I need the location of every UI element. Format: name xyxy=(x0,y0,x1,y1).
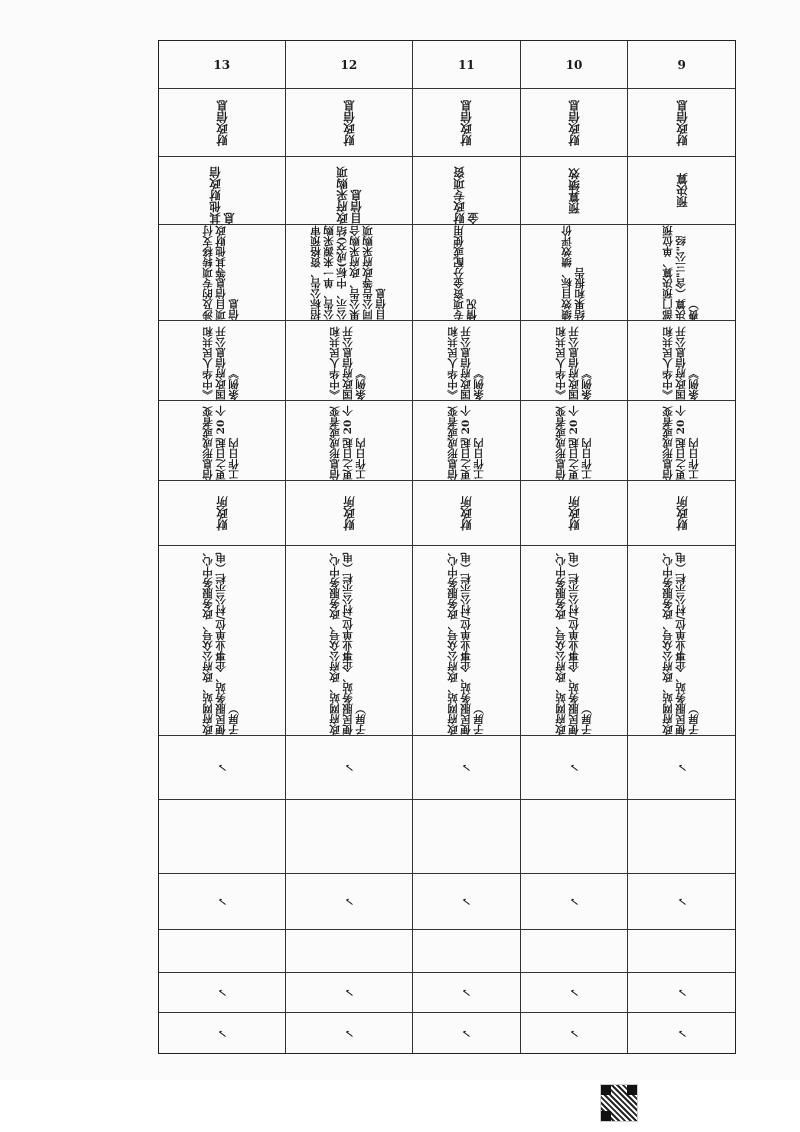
cell-checks-4 xyxy=(628,973,735,1013)
cell-text: 财政专项资金 xyxy=(452,166,481,224)
cell-subcategory xyxy=(159,157,285,225)
cell-channel xyxy=(628,546,735,736)
cell-text: 《中华人民共和国政府信息公开条例》 xyxy=(329,326,368,400)
cell-checks-2 xyxy=(159,874,285,930)
cell-text: 信息形成或者变更之日起 20 个工作日内 xyxy=(554,405,593,480)
cell-checks-1 xyxy=(159,800,285,874)
cell-category xyxy=(413,89,520,157)
cell-subject xyxy=(286,481,413,546)
cell-checks-5 xyxy=(159,1013,285,1055)
disclosure-table xyxy=(158,40,736,1054)
cell-text: 政府网站、政府公众号、政务服务中心、便民服务站、企事业单位/村公示栏（电子屏） xyxy=(202,546,241,735)
cell-text: 政府采购项目信息 xyxy=(334,166,363,224)
cell-checks-1 xyxy=(413,800,520,874)
cell-text: ✓ xyxy=(214,1028,229,1040)
cell-text: 11 xyxy=(458,57,475,72)
cell-content xyxy=(628,225,735,321)
cell-text: ✓ xyxy=(674,987,689,998)
cell-text: ✓ xyxy=(214,762,229,773)
cell-content xyxy=(286,225,413,321)
cell-text: ✓ xyxy=(459,896,474,907)
cell-text: 政府网站、政府公众号、政务服务中心、便民服务站、企事业单位/村公示栏（电子屏） xyxy=(446,546,485,735)
cell-text: ✓ xyxy=(459,987,474,998)
cell-no xyxy=(286,41,413,89)
cell-text: ✓ xyxy=(567,762,582,773)
cell-text: 12 xyxy=(340,57,358,72)
cell-subject xyxy=(413,481,520,546)
cell-time_limit xyxy=(286,401,413,481)
cell-text: 信息形成或者变更之日起 20 个工作日内 xyxy=(329,405,368,480)
cell-no xyxy=(628,41,735,89)
cell-text: 13 xyxy=(213,57,231,72)
cell-text: 部门预决算、单位预决算（含"三公"经费） xyxy=(662,225,701,320)
cell-text: 财政所 xyxy=(674,495,689,531)
cell-checks-1 xyxy=(286,800,413,874)
cell-text: 《中华人民共和国政府信息公开条例》 xyxy=(202,326,241,400)
cell-text: ✓ xyxy=(341,987,356,998)
table-row xyxy=(520,41,628,1053)
cell-checks-2 xyxy=(521,874,628,930)
cell-text: 财政信息 xyxy=(341,99,356,146)
cell-no xyxy=(413,41,520,89)
cell-checks-5 xyxy=(521,1013,628,1055)
cell-text: ✓ xyxy=(214,896,229,907)
cell-checks-0 xyxy=(521,736,628,800)
cell-text: 财政信息 xyxy=(567,99,582,146)
cell-text: 信息形成或者变更之日起 20 个工作日内 xyxy=(662,405,701,480)
cell-content xyxy=(159,225,285,321)
cell-text: 专项资金分配或使用情况 xyxy=(453,225,479,320)
cell-no xyxy=(159,41,285,89)
cell-text: 政府网站、政府公众号、政务服务中心、便民服务站、企事业单位/村公示栏（电子屏） xyxy=(554,546,593,735)
cell-text: 9 xyxy=(677,57,686,72)
cell-subcategory xyxy=(286,157,413,225)
cell-text: ✓ xyxy=(674,762,689,773)
cell-basis xyxy=(521,321,628,401)
cell-checks-1 xyxy=(521,800,628,874)
cell-text: ✓ xyxy=(214,987,229,998)
cell-category xyxy=(159,89,285,157)
cell-checks-2 xyxy=(628,874,735,930)
cell-text: 其他财政信息 xyxy=(207,166,236,224)
cell-checks-0 xyxy=(413,736,520,800)
cell-text: 财政所 xyxy=(341,495,356,531)
cell-checks-3 xyxy=(413,930,520,973)
cell-subcategory xyxy=(413,157,520,225)
cell-text: 《中华人民共和国政府信息公开条例》 xyxy=(554,326,593,400)
cell-content xyxy=(521,225,628,321)
cell-time_limit xyxy=(413,401,520,481)
cell-subject xyxy=(521,481,628,546)
cell-checks-0 xyxy=(628,736,735,800)
cell-subcategory xyxy=(521,157,628,225)
cell-time_limit xyxy=(159,401,285,481)
cell-checks-3 xyxy=(521,930,628,973)
cell-text: 政府网站、政府公众号、政务服务中心、便民服务站、企事业单位/村公示栏（电子屏） xyxy=(329,546,368,735)
cell-channel xyxy=(286,546,413,736)
cell-subject xyxy=(159,481,285,546)
cell-text: 政府网站、政府公众号、政务服务中心、便民服务站、企事业单位/村公示栏（电子屏） xyxy=(662,546,701,735)
cell-basis xyxy=(286,321,413,401)
cell-checks-2 xyxy=(286,874,413,930)
qr-code xyxy=(600,1084,638,1122)
cell-text: 预决算 xyxy=(674,173,689,208)
cell-category xyxy=(628,89,735,157)
cell-no xyxy=(521,41,628,89)
cell-text: 财政信息 xyxy=(674,99,689,146)
cell-category xyxy=(286,89,413,157)
cell-text: ✓ xyxy=(341,1028,356,1040)
cell-time_limit xyxy=(521,401,628,481)
cell-text: ✓ xyxy=(341,896,356,907)
cell-text: ✓ xyxy=(674,1028,689,1040)
cell-text: 招标公告、资格预审公告、单一来源采购公示、中标(成交)结果公告、政府采购合同公告等政府采购项目信息 xyxy=(309,225,387,320)
table-row xyxy=(159,41,285,1053)
cell-text: 财政所 xyxy=(459,495,474,531)
cell-category xyxy=(521,89,628,157)
cell-text: 《中华人民共和国政府信息公开条例》 xyxy=(446,326,485,400)
cell-text: 财政信息 xyxy=(459,99,474,146)
cell-checks-5 xyxy=(413,1013,520,1055)
cell-text: 绩效目标、绩效评价结果和报告 xyxy=(561,225,587,320)
cell-checks-3 xyxy=(159,930,285,973)
cell-checks-5 xyxy=(628,1013,735,1055)
cell-checks-0 xyxy=(159,736,285,800)
cell-checks-3 xyxy=(286,930,413,973)
cell-channel xyxy=(159,546,285,736)
cell-checks-2 xyxy=(413,874,520,930)
cell-checks-3 xyxy=(628,930,735,973)
cell-text: 财政所 xyxy=(567,495,582,531)
cell-text: ✓ xyxy=(459,762,474,773)
cell-content xyxy=(413,225,520,321)
cell-channel xyxy=(413,546,520,736)
cell-text: ✓ xyxy=(567,987,582,998)
cell-text: ✓ xyxy=(567,1028,582,1040)
cell-basis xyxy=(628,321,735,401)
cell-text: 10 xyxy=(565,57,583,72)
cell-checks-4 xyxy=(521,973,628,1013)
cell-text: 《中华人民共和国政府信息公开条例》 xyxy=(662,326,701,400)
cell-text: ✓ xyxy=(567,896,582,907)
cell-channel xyxy=(521,546,628,736)
cell-text: 信息形成或者变更之日起 20 个工作日内 xyxy=(202,405,241,480)
cell-subject xyxy=(628,481,735,546)
cell-checks-4 xyxy=(286,973,413,1013)
cell-subcategory xyxy=(628,157,735,225)
page-margin xyxy=(0,1080,800,1132)
cell-checks-4 xyxy=(413,973,520,1013)
table-row xyxy=(627,41,735,1053)
table-row xyxy=(412,41,520,1053)
cell-text: ✓ xyxy=(674,896,689,907)
table-row xyxy=(285,41,413,1053)
cell-checks-5 xyxy=(286,1013,413,1055)
cell-basis xyxy=(159,321,285,401)
cell-text: 信息形成或者变更之日起 20 个工作日内 xyxy=(446,405,485,480)
cell-checks-0 xyxy=(286,736,413,800)
cell-text: 预算绩效 xyxy=(567,167,582,214)
cell-text: 财政所 xyxy=(214,495,229,531)
cell-text: 涉及的专项转移支付项目信息等其他财政信息 xyxy=(202,225,241,320)
cell-checks-4 xyxy=(159,973,285,1013)
cell-time_limit xyxy=(628,401,735,481)
cell-text: ✓ xyxy=(341,762,356,773)
cell-basis xyxy=(413,321,520,401)
cell-text: ✓ xyxy=(459,1028,474,1040)
cell-checks-1 xyxy=(628,800,735,874)
cell-text: 财政信息 xyxy=(214,99,229,146)
